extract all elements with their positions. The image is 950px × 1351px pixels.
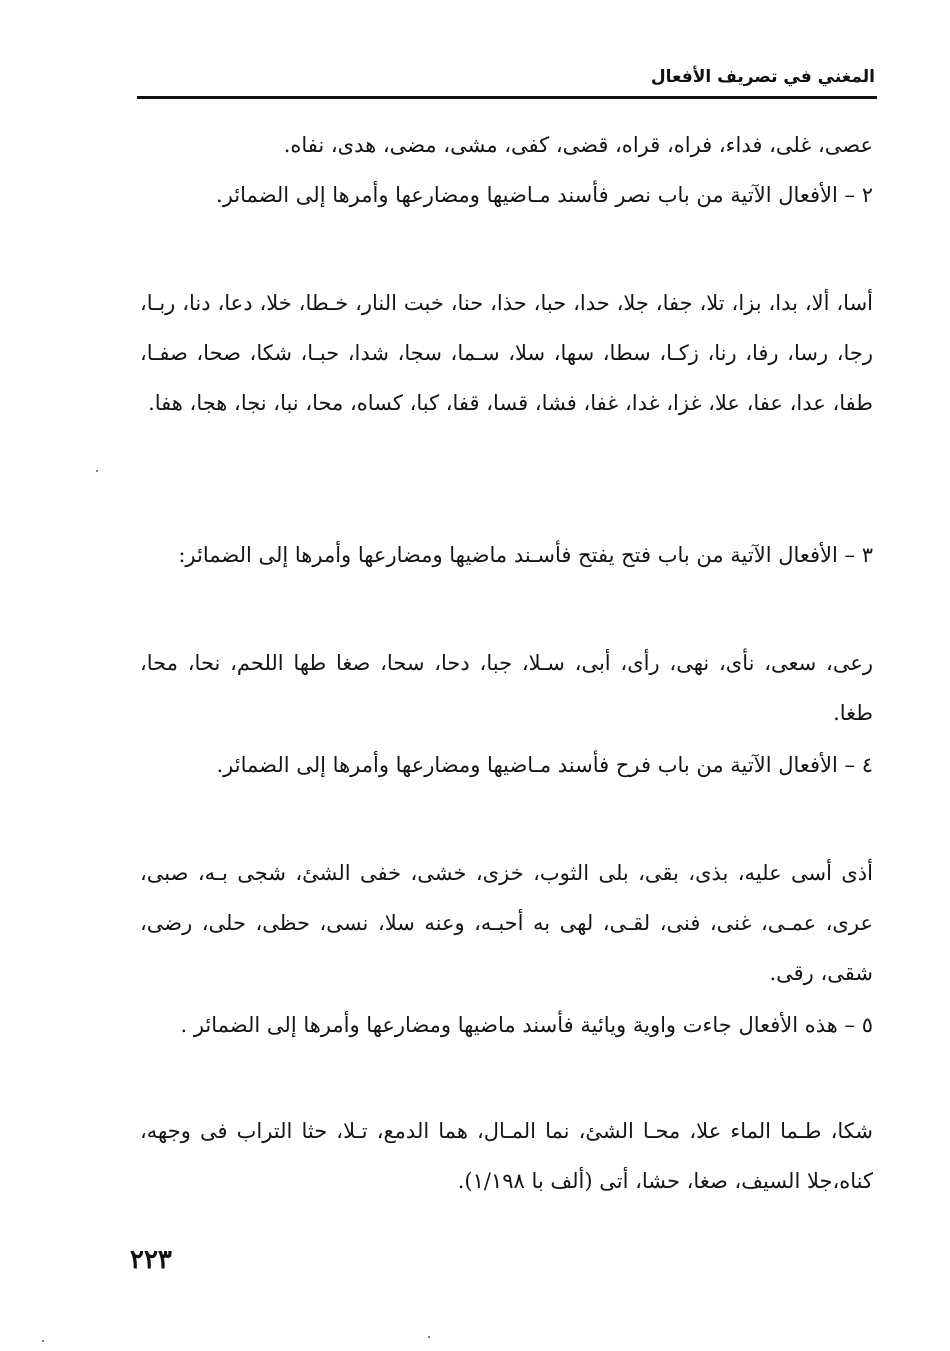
- word-list-3: رعى، سعى، نأى، نهى، رأى، أبى، سـلا، جبا، دحا، سحا، صغا طها اللحم، نحا، محا، طغا.: [140, 651, 873, 725]
- page-number: ٢٢٣: [130, 1245, 172, 1275]
- exercise-2-prompt: ٢ – الأفعال الآتية من باب نصر فأسند مـاضيها ومضارعها وأمرها إلى الضمائر.: [216, 183, 873, 207]
- scan-speck: [96, 470, 98, 472]
- exercise-5-prompt: ٥ – هذه الأفعال جاءت واوية ويائية فأسند ماضيها ومضارعها وأمرها إلى الضمائر .: [180, 1013, 873, 1037]
- word-list-1: عصى، غلى، فداء، فراه، قراه، قضى، كفى، مشى، مضى، هدى، نفاه.: [283, 133, 873, 157]
- word-list-4: أذى أسى عليه، بذى، بقى، بلى الثوب، خزى، خشى، خفى الشئ، شجى بـه، صبى، عرى، عمـى، غنى، فنى، لقـى، لهى به أحبـه، وعنه سلا، نسى، حظى، حلى، رضى، شقى، رقى.: [140, 861, 873, 985]
- scan-speck: [42, 1340, 44, 1342]
- exercise-4-prompt: ٤ – الأفعال الآتية من باب فرح فأسند مـاضيها ومضارعها وأمرها إلى الضمائر.: [216, 753, 873, 777]
- running-header: المغني في تصريف الأفعال: [650, 67, 875, 87]
- word-list-2: أسا، ألا، بدا، بزا، تلا، جفا، جلا، حدا، حبا، حذا، حنا، خبت النار، خـطا، خلا، دعا، دنا، ربـا، رجا، رسا، رفا، رنا، زكـا، سطا، سها، سلا، سـما، سجا، شدا، حبـا، شكا، صحا، صفـا، طفا، عدا، عفا، علا، غزا، غدا، غفا، فشا، قسا، قفا، كبا، كساه، محا، نبا، نجا، هجا، هفا.: [140, 291, 873, 415]
- scan-speck: [428, 1336, 430, 1338]
- header-rule: [137, 96, 877, 99]
- exercise-3-prompt: ٣ – الأفعال الآتية من باب فتح يفتح فأسـند ماضيها ومضارعها وأمرها إلى الضمائر:: [178, 543, 873, 567]
- word-list-5: شكا، طـما الماء علا، محـا الشئ، نما المـال، هما الدمع، تـلا، حثا التراب فى وجهه، كناه،جلا السيف، صغا، حشا، أتى (ألف با ١/١٩٨).: [140, 1119, 873, 1193]
